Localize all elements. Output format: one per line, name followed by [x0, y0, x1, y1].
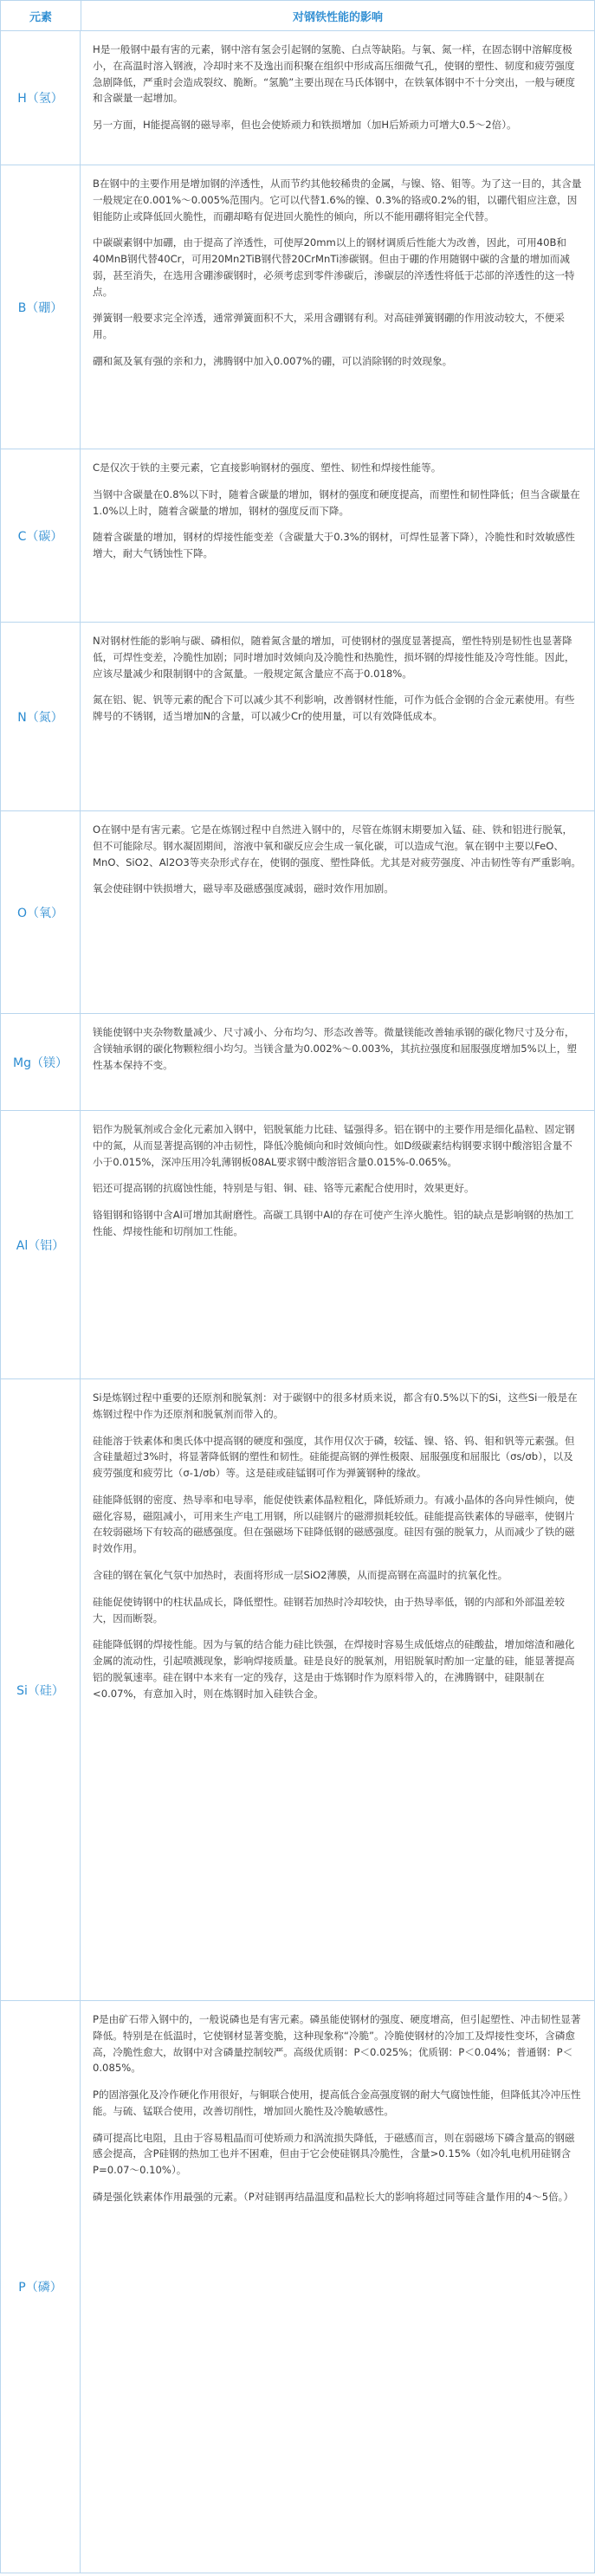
table-row-mg [1, 1014, 594, 1111]
effect-paragraph: H是一般钢中最有害的元素，钢中溶有氢会引起钢的氢脆、白点等缺陷。与氧、氮一样，在固态钢中溶解度极小，在高温时溶入钢液，冷却时来不及逸出而积聚在组织中形成高压细微气孔，使钢的塑性、韧度和疲劳强度急剧降低，严重时会造成裂纹、脆断。“氢脆”主要出现在马氏体钢中，在铁氧体钢中不十分突出，一般与硬度和含碳量一起增加。 [93, 43, 575, 105]
effect-paragraph: 硼和氮及氧有强的亲和力，沸腾钢中加入0.007%的硼，可以消除钢的时效现象。 [93, 355, 453, 368]
effect-paragraph: B在钢中的主要作用是增加钢的淬透性，从而节约其他较稀贵的金属，与镍、铬、钼等。为了这一目的，其含量一般规定在0.001%～0.005%范围内。它可以代替1.6%的镍、0.3%的铬或0.2%的钼，以硼代钼应注意，因钼能防止或降低回火脆性，而硼却略有促进回火脆性的倾向，所以不能用硼将钼完全代替。 [93, 178, 582, 223]
effect-cell [81, 2001, 594, 2573]
header-element: 元素 [1, 1, 81, 30]
table-row-p [1, 2001, 594, 2573]
table-row-b [1, 165, 594, 449]
effect-paragraph: 随着含碳量的增加，钢材的焊接性能变差（含碳量大于0.3%的钢材，可焊性显著下降），冷脆性和时效敏感性增大，耐大气锈蚀性下降。 [93, 531, 575, 560]
effect-paragraph: 氮在铝、铌、钒等元素的配合下可以减少其不利影响，改善钢材性能，可作为低合金钢的合金元素使用。有些牌号的不锈钢，适当增加N的含量，可以减少Cr的使用量，可以有效降低成本。 [93, 694, 575, 723]
effect-paragraph: C是仅次于铁的主要元素，它直接影响钢材的强度、塑性、韧性和焊接性能等。 [93, 462, 442, 474]
effect-paragraph: 硅能促使铸钢中的柱状晶成长，降低塑性。硅钢若加热时冷却较快，由于热导率低，钢的内部和外部温差较大，因而断裂。 [93, 1595, 565, 1624]
effect-paragraph: 硅能溶于铁素体和奥氏体中提高钢的硬度和强度，其作用仅次于磷，较锰、镍、铬、钨、钼和钒等元素强。但含硅量超过3%时，将显著降低钢的塑性和韧性。硅能提高钢的弹性极限、屈服强度和屈服比（σs/σb），以及疲劳强度和疲劳比（σ-1/σb）等。这是硅或硅锰钢可作为弹簧钢种的缘故。 [93, 1434, 575, 1480]
table-row-o [1, 811, 594, 1014]
effect-paragraph: 磷可提高比电阻，且由于容易粗晶而可使矫顽力和涡流损失降低，于磁感而言，则在弱磁场下磷含量高的钢磁感会提高，含P硅钢的热加工也并不困难，但由于它会使硅钢具冷脆性，含量>0.15%（如冷轧电机用硅钢含P=0.07～0.10%）。 [93, 2131, 575, 2177]
effect-paragraph: 铝还可提高钢的抗腐蚀性能，特别是与钼、铜、硅、铬等元素配合使用时，效果更好。 [93, 1182, 475, 1195]
effect-cell [81, 449, 594, 622]
effect-cell [81, 1379, 594, 2000]
effect-paragraph: 氧会使硅钢中铁损增大，磁导率及磁感强度减弱，磁时效作用加剧。 [93, 882, 394, 895]
table-row-n [1, 623, 594, 811]
effect-cell [81, 811, 594, 1013]
effect-paragraph: P的固溶强化及冷作硬化作用很好，与铜联合使用，提高低合金高强度钢的耐大气腐蚀性能，但降低其冷冲压性能。与硫、锰联合使用，改善切削性，增加回火脆性及冷脆敏感性。 [93, 2089, 581, 2117]
effect-paragraph: 硅能降低钢的密度、热导率和电导率，能促使铁素体晶粒粗化，降低矫顽力。有减小晶体的各向异性倾向，使磁化容易，磁阻减小，可用来生产电工用钢，所以硅钢片的磁滞损耗较低。硅能提高铁素体的导磁率，使钢片在较弱磁场下有较高的磁感强度。但在强磁场下硅降低钢的磁感强度。硅因有强的脱氧力，从而减少了铁的磁时效作用。 [93, 1493, 575, 1555]
element-cell: Mg（镁） [1, 1014, 81, 1110]
element-cell: O（氧） [1, 811, 81, 1013]
effect-paragraph: 磷是强化铁素体作用最强的元素。（P对硅钢再结晶温度和晶粒长大的影响将超过同等硅含量作用的4～5倍。） [93, 2191, 574, 2204]
element-cell: Al（铝） [1, 1111, 81, 1378]
effect-paragraph: 铝作为脱氧剂或合金化元素加入钢中，铝脱氧能力比硅、锰强得多。铝在钢中的主要作用是细化晶粒、固定钢中的氮，从而显著提高钢的冲击韧性，降低冷脆倾向和时效倾向性。如D级碳素结构钢要求钢中酸溶铝含量不小于0.015%，深冲压用冷轧薄钢板08AL要求钢中酸溶铝含量0.015%-0.065%。 [93, 1123, 575, 1168]
effect-cell [81, 31, 594, 165]
effect-paragraph: 含硅的钢在氧化气氛中加热时，表面将形成一层SiO2薄膜，从而提高钢在高温时的抗氧化性。 [93, 1569, 508, 1582]
effect-paragraph: 铬钼钢和铬钢中含Al可增加其耐磨性。高碳工具钢中Al的存在可使产生淬火脆性。铝的缺点是影响钢的热加工性能、焊接性能和切削加工性能。 [93, 1209, 574, 1237]
element-cell: C（碳） [1, 449, 81, 622]
effect-cell [81, 1111, 594, 1378]
effect-paragraph: 弹簧钢一般要求完全淬透，通常弹簧面积不大，采用含硼钢有利。对高硅弹簧钢硼的作用波动较大，不便采用。 [93, 312, 565, 341]
effect-paragraph: Si是炼钢过程中重要的还原剂和脱氧剂：对于碳钢中的很多材质来说，都含有0.5%以下的Si，这些Si一般是在炼钢过程中作为还原剂和脱氧剂而带入的。 [93, 1391, 578, 1420]
table-row-c [1, 449, 594, 623]
element-cell: Si（硅） [1, 1379, 81, 2000]
table-header [1, 1, 594, 31]
effect-cell [81, 1014, 594, 1110]
effect-paragraph: 硅能降低钢的焊接性能。因为与氧的结合能力硅比铁强，在焊接时容易生成低熔点的硅酸盐，增加熔渣和融化金属的流动性，引起喷溅现象，影响焊接质量。硅是良好的脱氧剂，用铝脱氧时酌加一定量的硅，能显著提高铝的脱氧速率。硅在钢中本来有一定的残存，这是由于炼钢时作为原料带入的，在沸腾钢中，硅限制在<0.07%，有意加入时，则在炼钢时加入硅铁合金。 [93, 1638, 575, 1700]
table-row-si [1, 1379, 594, 2001]
element-cell: N（氮） [1, 623, 81, 810]
table-row-al [1, 1111, 594, 1379]
effect-paragraph: 另一方面，H能提高钢的磁导率，但也会使矫顽力和铁损增加（加H后矫顽力可增大0.5～2倍）。 [93, 119, 517, 132]
element-cell: B（硼） [1, 165, 81, 449]
effect-cell [81, 623, 594, 810]
effect-paragraph: 中碳碳素钢中加硼，由于提高了淬透性，可使厚20mm以上的钢材调质后性能大为改善，因此，可用40B和40MnB钢代替40Cr，可用20Mn2TiB钢代替20CrMnTi渗碳钢。但由于硼的作用随钢中碳的含量的增加而减弱，甚至消失，在选用含硼渗碳钢时，必须考虑到零件渗碳后，渗碳层的淬透性将低于芯部的淬透性的这一特点。 [93, 236, 575, 298]
effect-paragraph: O在钢中是有害元素。它是在炼钢过程中自然进入钢中的，尽管在炼钢末期要加入锰、硅、铁和铝进行脱氧，但不可能除尽。钢水凝固期间，溶液中氧和碳反应会生成一氧化碳，可以造成气泡。氧在钢中主要以FeO、MnO、SiO2、Al2O3等夹杂形式存在，使钢的强度、塑性降低。尤其是对疲劳强度、冲击韧性等有严重影响。 [93, 823, 581, 868]
effect-paragraph: 镁能使钢中夹杂物数量减少、尺寸减小、分布均匀、形态改善等。微量镁能改善轴承钢的碳化物尺寸及分布，含镁轴承钢的碳化物颗粒细小均匀。当镁含量为0.002%～0.003%，其抗拉强度和屈服强度增加5%以上，塑性基本保持不变。 [93, 1026, 577, 1071]
table-row-h [1, 31, 594, 165]
header-effect: 对钢铁性能的影响 [292, 10, 383, 24]
effect-cell [81, 165, 594, 449]
effect-paragraph: P是由矿石带入钢中的，一般说磷也是有害元素。磷虽能使钢材的强度、硬度增高，但引起塑性、冲击韧性显著降低。特别是在低温时，它使钢材显著变脆，这种现象称“冷脆”。冷脆使钢材的冷加工及焊接性变坏，含磷愈高，冷脆性愈大，故钢中对含磷量控制较严。高级优质钢：P＜0.025%；优质钢：P＜0.04%；普通钢：P＜0.085%。 [93, 2013, 581, 2075]
element-cell: H（氢） [1, 31, 81, 165]
effect-paragraph: 当钢中含碳量在0.8%以下时，随着含碳量的增加，钢材的强度和硬度提高，而塑性和韧性降低；但当含碳量在1.0%以上时，随着含碳量的增加，钢材的强度反而下降。 [93, 487, 580, 517]
element-cell: P（磷） [1, 2001, 81, 2573]
effect-paragraph: N对钢材性能的影响与碳、磷相似，随着氮含量的增加，可使钢材的强度显著提高，塑性特别是韧性也显著降低，可焊性变差，冷脆性加剧；同时增加时效倾向及冷脆性和热脆性，损坏钢的焊接性能及冷弯性能。因此，应该尽量减少和限制钢中的含氮量。一般规定氮含量应不高于0.018%。 [93, 635, 575, 680]
